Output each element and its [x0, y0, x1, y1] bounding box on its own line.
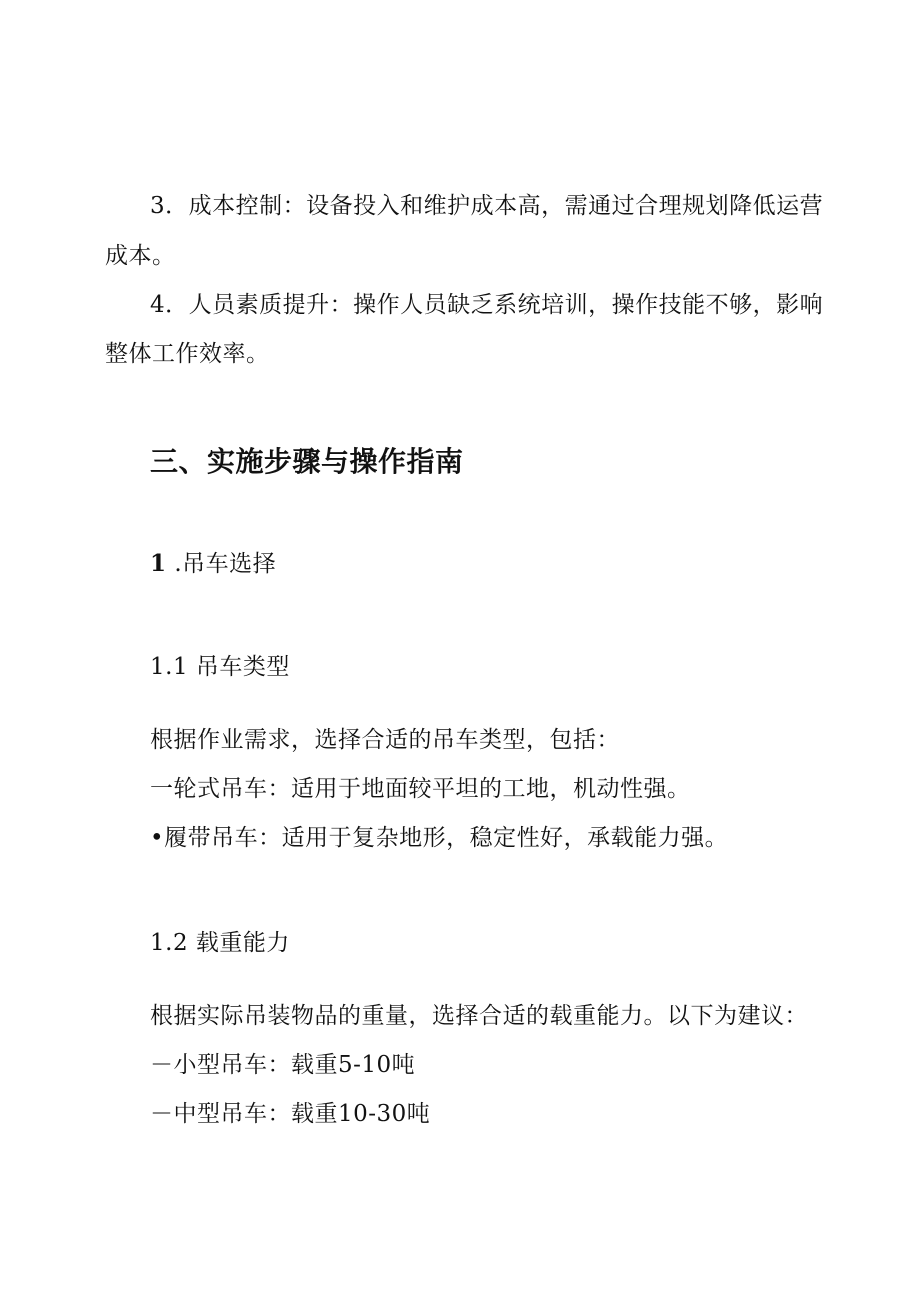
challenge-item-4-line-2: 整体工作效率。	[105, 341, 270, 367]
subsection-1-2-heading: 1.2 载重能力	[150, 930, 290, 956]
challenge-item-4-line-1: 4．人员素质提升：操作人员缺乏系统培训，操作技能不够，影响	[150, 292, 824, 318]
section-3-heading: 三、实施步骤与操作指南	[150, 445, 464, 478]
step-1-title: .吊车选择	[174, 551, 277, 577]
step-1-number: 1	[150, 550, 167, 577]
step-1-heading	[150, 549, 276, 579]
challenge-item-3-line-2: 成本。	[105, 243, 176, 269]
crane-type-crawler: •履带吊车：适用于复杂地形，稳定性好，承载能力强。	[150, 825, 729, 851]
challenge-item-3-line-1: 3．成本控制：设备投入和维护成本高，需通过合理规划降低运营	[150, 193, 824, 219]
crane-type-wheeled: 一轮式吊车：适用于地面较平坦的工地，机动性强。	[150, 776, 691, 802]
subsection-1-2-intro: 根据实际吊装物品的重量，选择合适的载重能力。以下为建议：	[150, 1003, 808, 1029]
subsection-1-1-heading: 1.1 吊车类型	[150, 654, 290, 680]
subsection-1-1-intro: 根据作业需求，选择合适的吊车类型，包括：	[150, 727, 620, 753]
capacity-small-crane: －小型吊车：载重5-10吨	[150, 1052, 416, 1078]
capacity-medium-crane: －中型吊车：载重10-30吨	[150, 1101, 431, 1127]
